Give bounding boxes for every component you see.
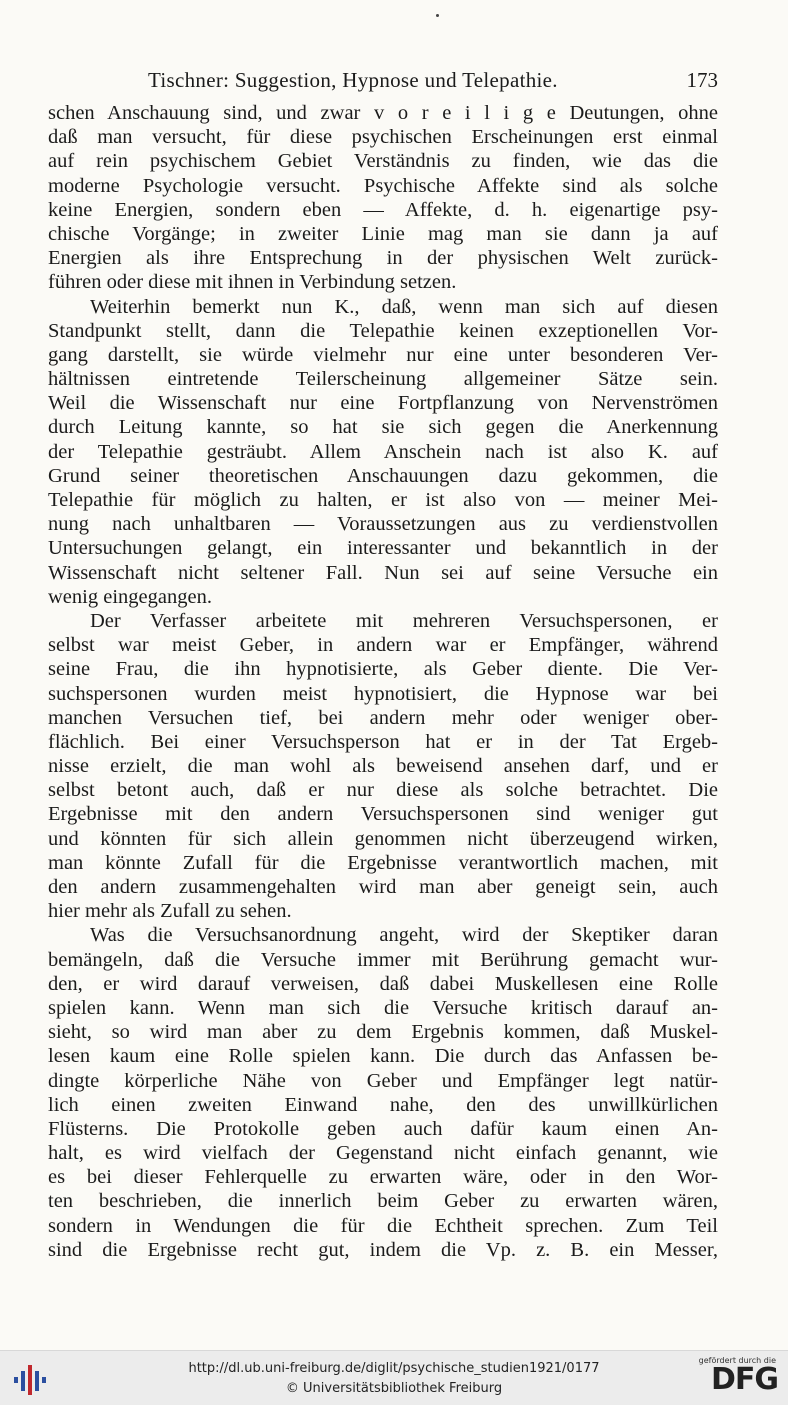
text-line: Standpunkt stellt, dann die Telepathie keinen exzeptionellen Vor-: [48, 319, 718, 342]
text-line: hier mehr als Zufall zu sehen.: [48, 900, 292, 923]
text-line: moderne Psychologie versucht. Psychische Affekte sind als solche: [48, 174, 718, 197]
text-line: Was die Versuchsanordnung angeht, wird der Skeptiker daran: [90, 924, 718, 947]
text-line: der Telepathie gesträubt. Allem Anschein nach ist also K. auf: [48, 440, 718, 463]
text-line: sondern in Wendungen die für die Echtheit sprechen. Zum Teil: [48, 1214, 718, 1237]
running-title: Tischner: Suggestion, Hypnose und Telepathie.: [148, 68, 558, 92]
text-line: Flüsterns. Die Protokolle geben auch dafür kaum einen An-: [48, 1117, 718, 1140]
text-line: Telepathie für möglich zu halten, er ist also von — meiner Mei-: [48, 489, 718, 511]
running-header: [48, 68, 718, 94]
text-line: sieht, so wird man aber zu dem Ergebnis kommen, daß Muskel-: [48, 1021, 718, 1044]
text-line: schen Anschauung sind, und zwar v o r e i l i g e Deutungen, ohne: [48, 102, 718, 124]
text-line: flächlich. Bei einer Versuchsperson hat er in der Tat Ergeb-: [48, 730, 718, 753]
text-line: Grund seiner theoretischen Anschauungen dazu gekommen, die: [48, 464, 718, 487]
text-line: hältnissen eintretende Teilerscheinung allgemeiner Sätze sein.: [48, 368, 718, 391]
text-line: selbst war meist Geber, in andern war er Empfänger, während: [48, 634, 718, 657]
text-line: bemängeln, daß die Versuche immer mit Berührung gemacht wur-: [48, 948, 718, 971]
text-line: Weiterhin bemerkt nun K., daß, wenn man sich auf diesen: [90, 295, 718, 318]
text-line: sind die Ergebnisse recht gut, indem die Vp. z. B. ein Messer,: [48, 1238, 718, 1261]
text-line: halt, es wird vielfach der Gegenstand nicht einfach genannt, wie: [48, 1142, 718, 1165]
text-line: seine Frau, die ihn hypnotisierte, als Geber diente. Die Ver-: [48, 658, 718, 681]
dfg-funding-label: gefördert durch die: [698, 1356, 776, 1365]
text-line: auf rein psychischem Gebiet Verständnis zu finden, wie das die: [48, 150, 718, 173]
text-line: Der Verfasser arbeitete mit mehreren Versuchspersonen, er: [90, 609, 718, 632]
text-line: man könnte Zufall für die Ergebnisse verantwortlich machen, mit: [48, 851, 718, 874]
text-line: selbst betont auch, daß er nur diese als solche betrachtet. Die: [48, 779, 718, 802]
text-line: lich einen zweiten Einwand nahe, den des unwillkürlichen: [48, 1093, 718, 1116]
text-line: suchspersonen wurden meist hypnotisiert, die Hypnose war bei: [48, 682, 718, 705]
page-number: 173: [686, 68, 718, 92]
text-line: gang darstellt, sie würde vielmehr nur eine unter besonderen Ver-: [48, 343, 718, 366]
text-line: den, er wird darauf verweisen, daß dabei Muskellesen eine Rolle: [48, 972, 718, 995]
copyright-notice: © Universitätsbibliothek Freiburg: [285, 1381, 503, 1396]
text-line: nung nach unhaltbaren — Voraussetzungen aus zu verdienstvollen: [48, 513, 718, 536]
text-line: führen oder diese mit ihnen in Verbindung setzen.: [48, 271, 457, 294]
text-line: lesen kaum eine Rolle spielen kann. Die durch das Anfassen be-: [48, 1045, 718, 1068]
text-line: manchen Versuchen tief, bei andern mehr oder weniger ober-: [48, 706, 718, 729]
text-line: daß man versucht, für diese psychischen Erscheinungen erst einmal: [48, 126, 718, 149]
text-line: Weil die Wissenschaft nur eine Fortpflanzung von Nervenströmen: [48, 392, 718, 415]
dfg-logo: DFG: [710, 1362, 778, 1397]
text-line: nisse erzielt, die man wohl als beweisend ansehen darf, und er: [48, 755, 718, 778]
text-line: den andern zusammengehalten wird man aber geneigt sein, auch: [48, 876, 718, 898]
text-line: Ergebnisse mit den andern Versuchspersonen sind weniger gut: [48, 803, 718, 826]
text-line: Untersuchungen gelangt, ein interessanter und bekanntlich in der: [48, 537, 718, 560]
text-line: wenig eingegangen.: [48, 585, 212, 608]
body-text: [48, 101, 718, 1262]
text-line: Wissenschaft nicht seltener Fall. Nun sei auf seine Versuche ein: [48, 561, 718, 584]
text-line: chische Vorgänge; in zweiter Linie mag man sie dann ja auf: [48, 222, 718, 245]
permalink-url[interactable]: http://dl.ub.uni-freiburg.de/diglit/psychische_studien1921/0177: [188, 1361, 600, 1376]
text-line: spielen kann. Wenn man sich die Versuche kritisch darauf an-: [48, 996, 718, 1019]
text-line: Energien als ihre Entsprechung in der physischen Welt zurück-: [48, 247, 718, 270]
text-line: dingte körperliche Nähe von Geber und Empfänger legt natür-: [48, 1069, 718, 1092]
text-line: keine Energien, sondern eben — Affekte, d. h. eigenartige psy-: [48, 198, 718, 221]
text-line: es bei dieser Fehlerquelle zu erwarten wäre, oder in den Wor-: [48, 1166, 718, 1189]
scan-speck: [436, 14, 439, 17]
viewer-footer: [0, 1350, 788, 1405]
text-line: durch Leitung kannte, so hat sie sich gegen die Anerkennung: [48, 416, 718, 439]
text-line: ten beschrieben, die innerlich beim Geber zu erwarten wären,: [48, 1190, 718, 1213]
text-line: und könnten für sich allein genommen nicht überzeugend wirken,: [48, 827, 718, 850]
